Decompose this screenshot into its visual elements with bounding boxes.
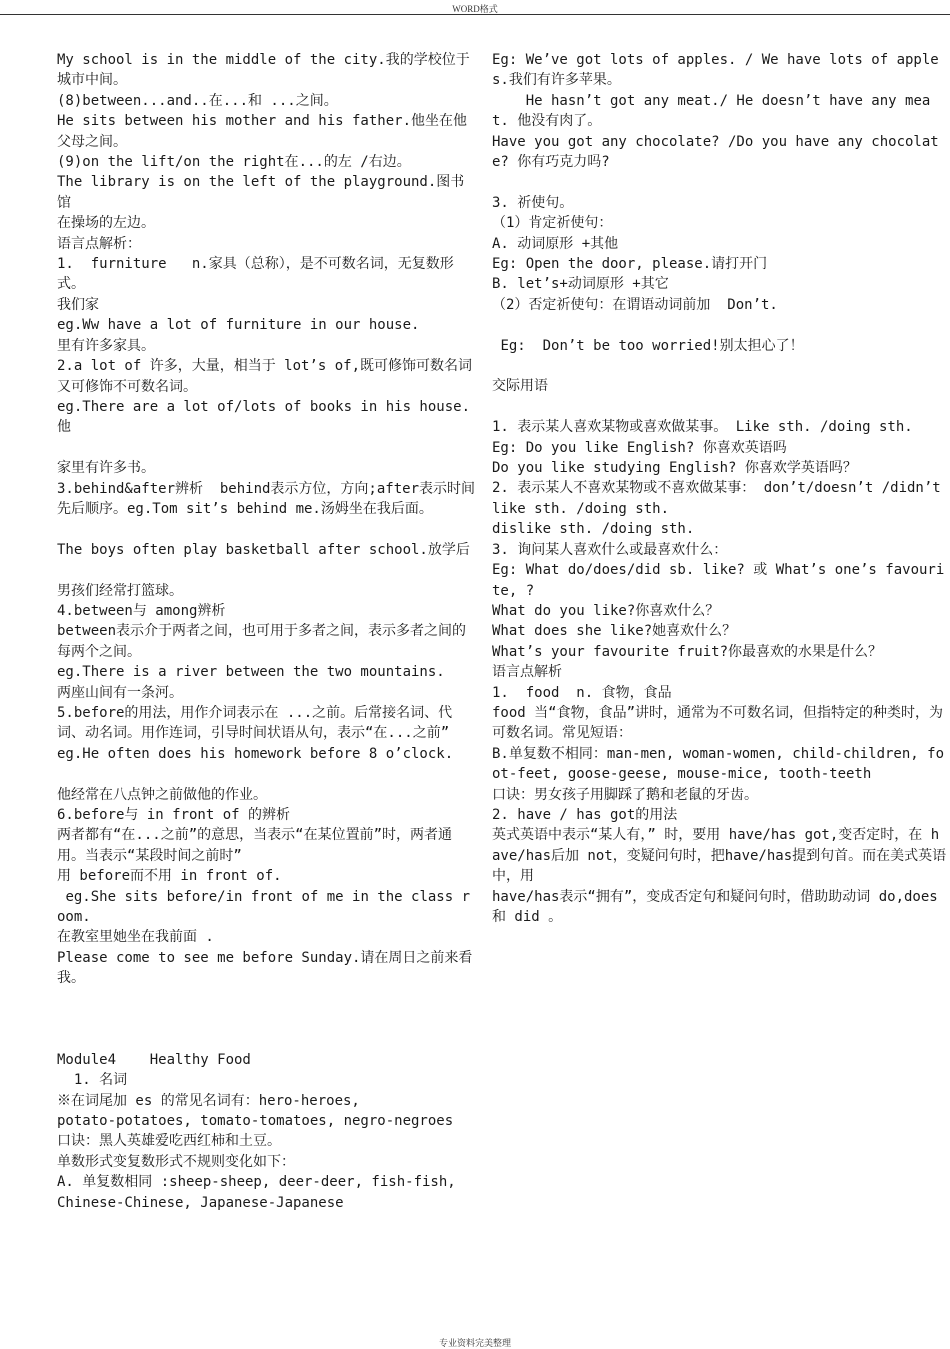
text-line: A. 动词原形 +其他 [492,235,619,252]
left-column [57,50,477,1213]
text-line: The library is on the left of the playground.图书馆 [57,174,465,211]
text-line [57,989,477,1009]
text-line: A. 单复数相同 :sheep-sheep, deer-deer, fish-fish, [57,1174,456,1191]
text-line: 家里有许多书。 [57,460,155,477]
text-line: 2. 表示某人不喜欢某物或不喜欢做某事： don’t/doesn’t /didn’t like sth. /doing sth. [492,480,950,517]
text-line: 2. have / has got的用法 [492,806,678,823]
text-line: dislike sth. /doing sth. [492,521,695,538]
text-line: 在教室里她坐在我前面 . [57,929,214,946]
text-line: 英式英语中表示“某人有，” 时，要用 have/has got,变否定时，在 have/has后加 not，变疑问句时，把have/has提到句首。而在美式英语中，用 [492,827,947,885]
text-line [492,172,947,192]
text-line: Eg: Do you like English? 你喜欢英语吗 [492,439,787,456]
right-column [492,50,950,927]
text-line: 语言点解析： [57,235,141,252]
text-line: 1. 表示某人喜欢某物或喜欢做某事。 Like sth. /doing sth. [492,419,913,436]
text-line: ※在词尾加 es 的常见名词有：hero-heroes, [57,1092,360,1109]
text-line: He hasn’t got any meat./ He doesn’t have any meat. 他没有肉了。 [492,92,931,130]
text-line: 单数形式变复数形式不规则变化如下： [57,1153,295,1170]
text-line: Eg: We’ve got lots of apples. / We have lots of apples.我们有许多苹果。 [492,52,939,89]
text-line: 口诀：男女孩子用脚踩了鹅和老鼠的牙齿。 [492,786,758,803]
text-line [492,315,947,335]
text-line: My school is in the middle of the city.我的学校位于城市中间。 [57,52,470,89]
text-line: 1. furniture n.家具（总称），是不可数名词，无复数形式。 [57,256,454,293]
text-line: 口诀：黑人英雄爱吃西红柿和土豆。 [57,1133,281,1150]
text-line [57,1029,477,1049]
text-line: Eg: Open the door, please.请打开门 [492,256,768,273]
text-line: eg.There are a lot of/lots of books in his house.他 [57,398,471,436]
text-line: 交际用语 [492,378,548,395]
text-line: He sits between his mother and his father.他坐在他父母之间。 [57,113,468,150]
text-line [492,397,947,417]
text-line: 1. 名词 [57,1072,128,1089]
text-line: 2.a lot of 许多，大量，相当于 lot’s of,既可修饰可数名词又可修饰不可数名词。 [57,358,473,395]
text-line: (8)between...and..在...和 ...之间。 [57,92,338,109]
text-line: The boys often play basketball after school.放学后 [57,541,470,558]
text-line [57,560,477,580]
text-line: What’s your favourite fruit?你最喜欢的水果是什么？ [492,643,883,660]
text-line: 里有许多家具。 [57,337,155,354]
header-text: WORD格式 [452,4,498,14]
text-line: Chinese-Chinese, Japanese-Japanese [57,1194,344,1211]
text-line: eg.Ww have a lot of furniture in our house. [57,317,420,334]
text-line: （2）否定祈使句：在谓语动词前加 Don’t. [492,296,778,313]
text-line: between表示介于两者之间，也可用于多者之间，表示多者之间的每两个之间。 [57,623,466,660]
text-line: Have you got any chocolate? /Do you have any chocolate? 你有巧克力吗? [492,133,939,171]
text-line: Eg: What do/does/did sb. like? 或 What’s one’s favourite, ? [492,562,945,599]
text-line: What do you like?你喜欢什么？ [492,602,720,619]
text-line: 两座山间有一条河。 [57,684,183,701]
text-line: What does she like?她喜欢什么？ [492,623,737,640]
text-line: 用 before而不用 in front of. [57,868,282,885]
text-line: 3. 祈使句。 [492,194,574,211]
text-line: eg.He often does his homework before 8 o’clock. [57,745,454,762]
text-line: B.单复数不相同：man-men, woman-women, child-children, foot-feet, goose-geese, mouse-mice, tooth-teeth [492,745,945,783]
text-line: eg.There is a river between the two mountains. [57,664,445,681]
text-line: Please come to see me before Sunday.请在周日之前来看我。 [57,949,473,987]
text-line: Eg: Don’t be too worried!别太担心了！ [492,337,804,354]
text-line: Do you like studying English? 你喜欢学英语吗？ [492,460,857,477]
text-line: 在操场的左边。 [57,215,155,232]
text-line: 两者都有“在...之前”的意思，当表示“在某位置前”时，两者通用。当表示“某段时间之前时” [57,827,452,864]
text-line: (9)on the lift/on the right在...的左 /右边。 [57,154,411,171]
text-line: eg.She sits before/in front of me in the class room. [57,888,471,925]
text-line: 语言点解析 [492,664,562,681]
text-line: 4.between与 among辨析 [57,602,226,619]
text-line [492,356,947,376]
text-line: 6.before与 in front of 的辨析 [57,806,291,823]
text-line: 3.behind&after辨析 behind表示方位，方向;after表示时间先后顺序。eg.Tom sit’s behind me.汤姆坐在我后面。 [57,480,476,517]
text-line: 我们家 [57,296,99,313]
text-line: have/has表示“拥有”，变成否定句和疑问句时，借助助动词 do,does和 did 。 [492,888,938,925]
text-line: 3. 询问某人喜欢什么或最喜欢什么： [492,541,728,558]
page-header [0,0,950,15]
text-line: 他经常在八点钟之前做他的作业。 [57,786,267,803]
text-line: 1. food n. 食物，食品 [492,684,672,701]
text-line [57,438,477,458]
text-line [57,1009,477,1029]
text-line: B. let’s+动词原形 +其它 [492,276,669,293]
page-footer: 专业资料完美整理 [438,1338,511,1348]
text-line: food 当“食物，食品”讲时，通常为不可数名词，但指特定的种类时，为可数名词。常见短语： [492,704,943,742]
text-line [57,764,477,784]
text-line: （1）肯定祈使句： [492,215,613,232]
text-line [57,519,477,539]
text-line: 5.before的用法，用作介词表示在 ...之前。后常接名词、代词、动名词。用作连词，引导时间状语从句，表示“在...之前” [57,704,453,742]
text-line: 男孩们经常打篮球。 [57,582,183,599]
text-line: Module4 Healthy Food [57,1051,251,1068]
text-line: potato-potatoes, tomato-tomatoes, negro-negroes [57,1113,454,1130]
